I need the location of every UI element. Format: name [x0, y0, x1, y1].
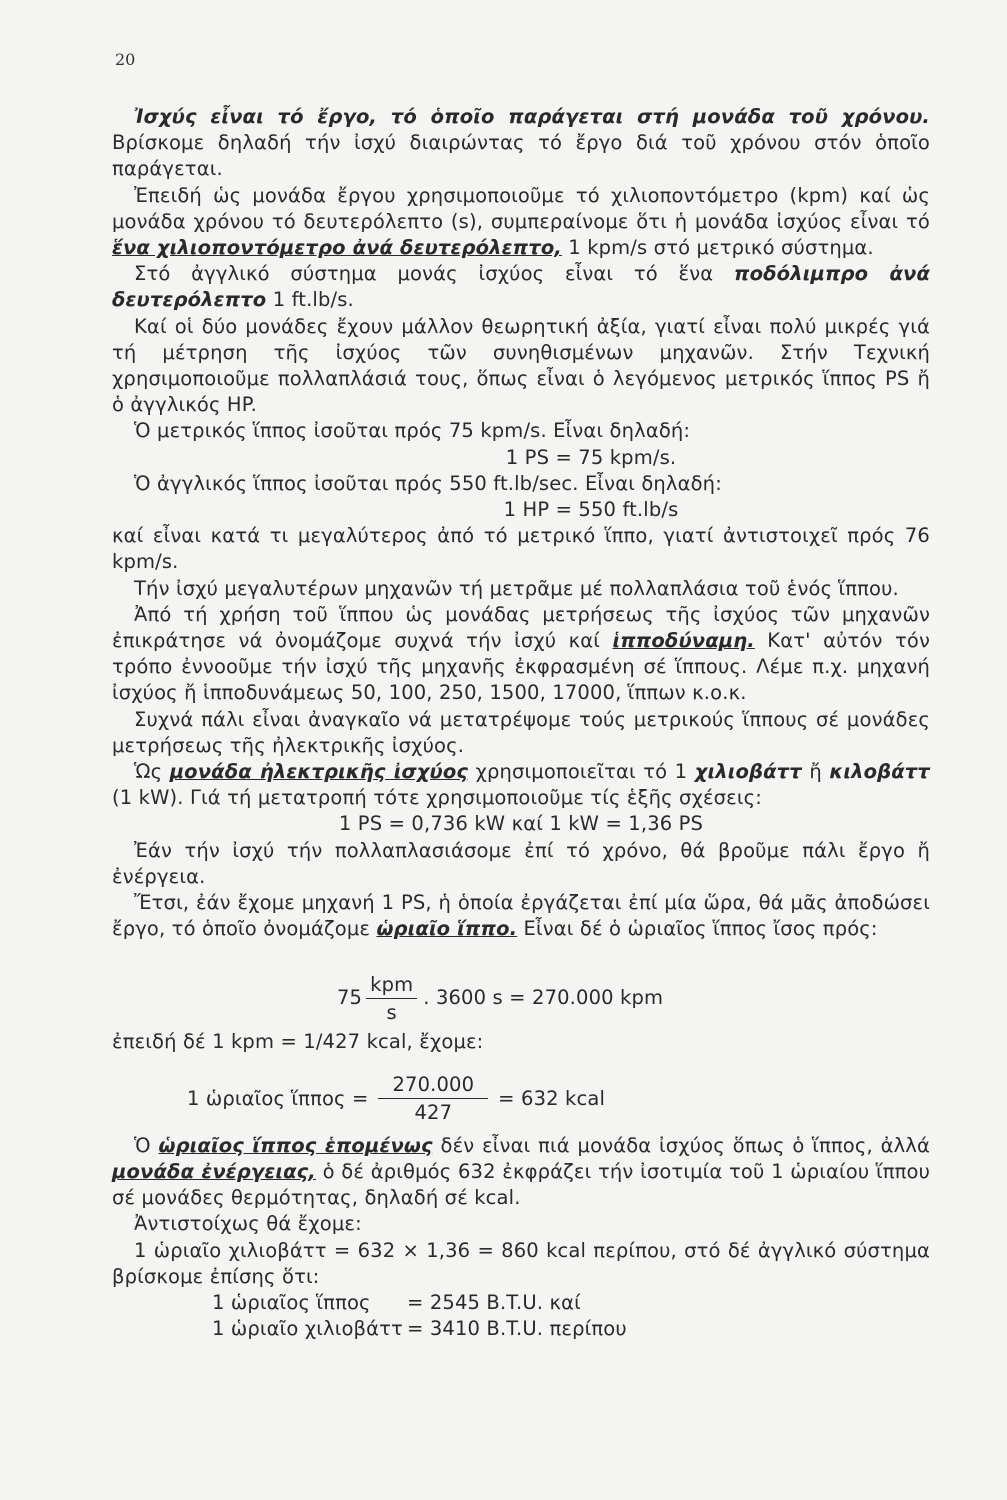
equation-ps-kw: 1 PS = 0,736 kW καί 1 kW = 1,36 PS — [338, 812, 704, 836]
body-text — [112, 104, 930, 1342]
paragraph-english-hp: Ὁ ἀγγλικός ἵππος ἰσοῦται πρός 550 ft.lb/sec. Εἶναι δηλαδή: — [134, 471, 722, 495]
paragraph-horsepower — [112, 602, 930, 707]
paragraph-kcal: ἐπειδή δέ 1 kpm = 1/427 kcal, ἔχομε: — [112, 1029, 484, 1053]
text-span: ἤ — [801, 760, 830, 784]
metric-unit-bold: ἕνα χιλιοποντόμετρο ἀνά δευτερόλεπτο, — [112, 236, 562, 260]
kilowatt-bold: χιλιοβάττ — [694, 760, 802, 784]
page-number: 20 — [115, 50, 136, 69]
electric-unit-bold: μονάδα ἠλεκτρικῆς ἰσχύος — [169, 760, 469, 784]
paragraph-metric-hp: Ὁ μετρικός ἵππος ἰσοῦται πρός 75 kpm/s. Εἶναι δηλαδή: — [134, 419, 691, 443]
row-value: = 2545 B.T.U. καί — [407, 1290, 581, 1314]
text-span: Κατ' αὐτόν τόν τρόπο ἐννοοῦμε τήν ἰσχύ τῆς μηχανῆς ἐκφρασμένη σέ ἵππους. Λέμε π.χ. μηχανή ἰσχύος ἤ ἱπποδυνάμεως 50, 100, 250, 1500, 17000, ἵππων κ.ο.κ. — [112, 629, 931, 705]
text-span: 1 kpm/s στό μετρικό σύστημα. — [561, 236, 874, 260]
paragraph-multiples: Καί οἱ δύο μονάδες ἔχουν μάλλον θεωρητική ἀξία, γιατί εἶναι πολύ μικρές γιά τή μέτρηση τῆς ἰσχύος τῶν συνηθισμένων μηχανῶν. Στήν Τεχνική χρησιμοποιοῦμε πολλαπλάσιά τους, ὅπως εἶναι ὁ λεγόμενος μετρικός ἵππος PS ἤ ὁ ἀγγλικός HP. — [112, 314, 930, 417]
row-label: 1 ὡριαῖο χιλιοβάττ — [212, 1317, 403, 1341]
text-span: Εἶναι δέ ὁ ὡριαῖος ἵππος ἴσος πρός: — [517, 917, 878, 941]
table-row — [212, 1290, 930, 1316]
text-span: Στό ἀγγλικό σύστημα μονάς ἰσχύος εἶναι τό ἕνα — [134, 262, 734, 286]
paragraph-larger-machines: Τήν ἰσχύ μεγαλυτέρων μηχανῶν τή μετρᾶμε μέ πολλαπλάσια τοῦ ἑνός ἵππου. — [134, 576, 899, 600]
kilowatt-alt-bold: κιλοβάττ — [829, 760, 930, 784]
paragraph-power-definition — [112, 104, 930, 183]
text-span: Βρίσκομε δηλαδή τήν ἰσχύ διαιρώντας τό ἔργο διά τοῦ χρόνου στόν ὁποῖο παράγεται. — [112, 131, 930, 181]
power-definition-bold: Ἰσχύς εἶναι τό ἔργο, τό ὁποῖο παράγεται στή μονάδα τοῦ χρόνου. — [134, 105, 930, 128]
hourly-hp-next-bold: ὡριαῖος ἵππος ἑπομένως — [158, 1133, 433, 1157]
text-span: Ἐπειδή ὡς μονάδα ἔργου χρησιμοποιοῦμε τό χιλιοποντόμετρο (kpm) καί ὡς μονάδα χρόνου τό δευτερόλεπτο (s), συμπεραίνομε ὅτι ἡ μονάδα ἰσχύος εἶναι τό — [112, 183, 930, 233]
paragraph-kilowatt-hour: 1 ὡριαῖο χιλιοβάττ = 632 × 1,36 = 860 kcal περίπου, στό δέ ἀγγλικό σύστημα βρίσκομε ἐπίσης ὅτι: — [112, 1238, 930, 1288]
equation-hp: 1 HP = 550 ft.lb/s — [503, 498, 679, 522]
text-span: 1 ft.lb/s. — [266, 288, 354, 312]
text-span: χρησιμοποιεῖται τό 1 — [468, 760, 695, 784]
formula-right: = 632 kcal — [498, 1086, 606, 1110]
hourly-hp-bold: ὡριαῖο ἵππο. — [376, 917, 518, 941]
btu-table — [212, 1290, 930, 1342]
horsepower-bold: ἱπποδύναμη. — [612, 629, 755, 653]
fraction — [378, 1073, 488, 1125]
paragraph-conversion: Συχνά πάλι εἶναι ἀναγκαῖο νά μετατρέψομε τούς μετρικούς ἵππους σέ μονάδες μετρήσεως τῆς ἠλεκτρικῆς ἰσχύος. — [112, 707, 930, 757]
paragraph-hp-compare: καί εἶναι κατά τι μεγαλύτερος ἀπό τό μετρικό ἵππο, γιατί ἀντιστοιχεῖ πρός 76 kpm/s. — [112, 524, 930, 574]
formula-right: . 3600 s = 270.000 kpm — [423, 986, 664, 1010]
paragraph-hourly-hp-energy — [112, 1133, 930, 1212]
table-row — [212, 1316, 930, 1342]
paragraph-english-unit — [112, 261, 930, 313]
fraction-denominator: s — [386, 1000, 397, 1024]
paragraph-hourly-hp — [112, 890, 930, 942]
energy-unit-bold: μονάδα ἐνέργειας, — [112, 1159, 316, 1183]
paragraph-accordingly: Ἀντιστοίχως θά ἔχομε: — [134, 1212, 362, 1236]
formula-left: 1 ὡριαῖος ἵππος = — [187, 1086, 369, 1110]
equation-ps: 1 PS = 75 kpm/s. — [505, 445, 677, 469]
text-span: Ὡς — [134, 760, 170, 784]
fraction-numerator: kpm — [366, 973, 417, 999]
paragraph-electric-unit — [112, 759, 930, 811]
english-unit-bold: ποδόλιμπρο ἀνά δευτερόλεπτο — [112, 262, 930, 312]
fraction-denominator: 427 — [414, 1100, 453, 1124]
text-span: (1 kW). Γιά τή μετατροπή τότε χρησιμοποιοῦμε τίς ἑξῆς σχέσεις: — [112, 786, 762, 810]
row-label: 1 ὡριαῖος ἵππος — [212, 1290, 371, 1314]
fraction — [366, 973, 417, 1025]
text-span: Ὁ — [134, 1133, 159, 1157]
paragraph-metric-unit — [112, 183, 930, 262]
text-span: Ἀπό τή χρήση τοῦ ἵππου ὡς μονάδας μετρήσεως τῆς ἰσχύος τῶν μηχανῶν ἐπικράτησε νά ὀνομάζομε συχνά τήν ἰσχύ καί — [112, 602, 930, 653]
formula-left: 75 — [337, 986, 363, 1010]
text-span: ὁ δέ ἀριθμός 632 ἐκφράζει τήν ἰσοτιμία τοῦ 1 ὡριαίου ἵππου σέ μονάδες θερμότητας, δηλαδή σέ kcal. — [112, 1159, 930, 1210]
row-value: = 3410 B.T.U. περίπου — [407, 1317, 627, 1341]
text-span: Ἔτσι, ἐάν ἔχομε μηχανή 1 PS, ἡ ὁποία ἐργάζεται ἐπί μία ὥρα, θά μᾶς ἀποδώσει ἔργο, τό ὁποῖο ὀνομάζομε — [112, 891, 930, 941]
paragraph-energy: Ἐάν τήν ἰσχύ τήν πολλαπλασιάσομε ἐπί τό χρόνο, θά βροῦμε πάλι ἔργο ἤ ἐνέργεια. — [112, 838, 930, 888]
fraction-numerator: 270.000 — [378, 1073, 488, 1099]
text-span: δέν εἶναι πιά μονάδα ἰσχύος ὅπως ὁ ἵππος, ἀλλά — [432, 1133, 930, 1157]
formula-hourly-hp-kpm — [337, 973, 930, 1025]
formula-hourly-hp-kcal — [187, 1073, 930, 1125]
